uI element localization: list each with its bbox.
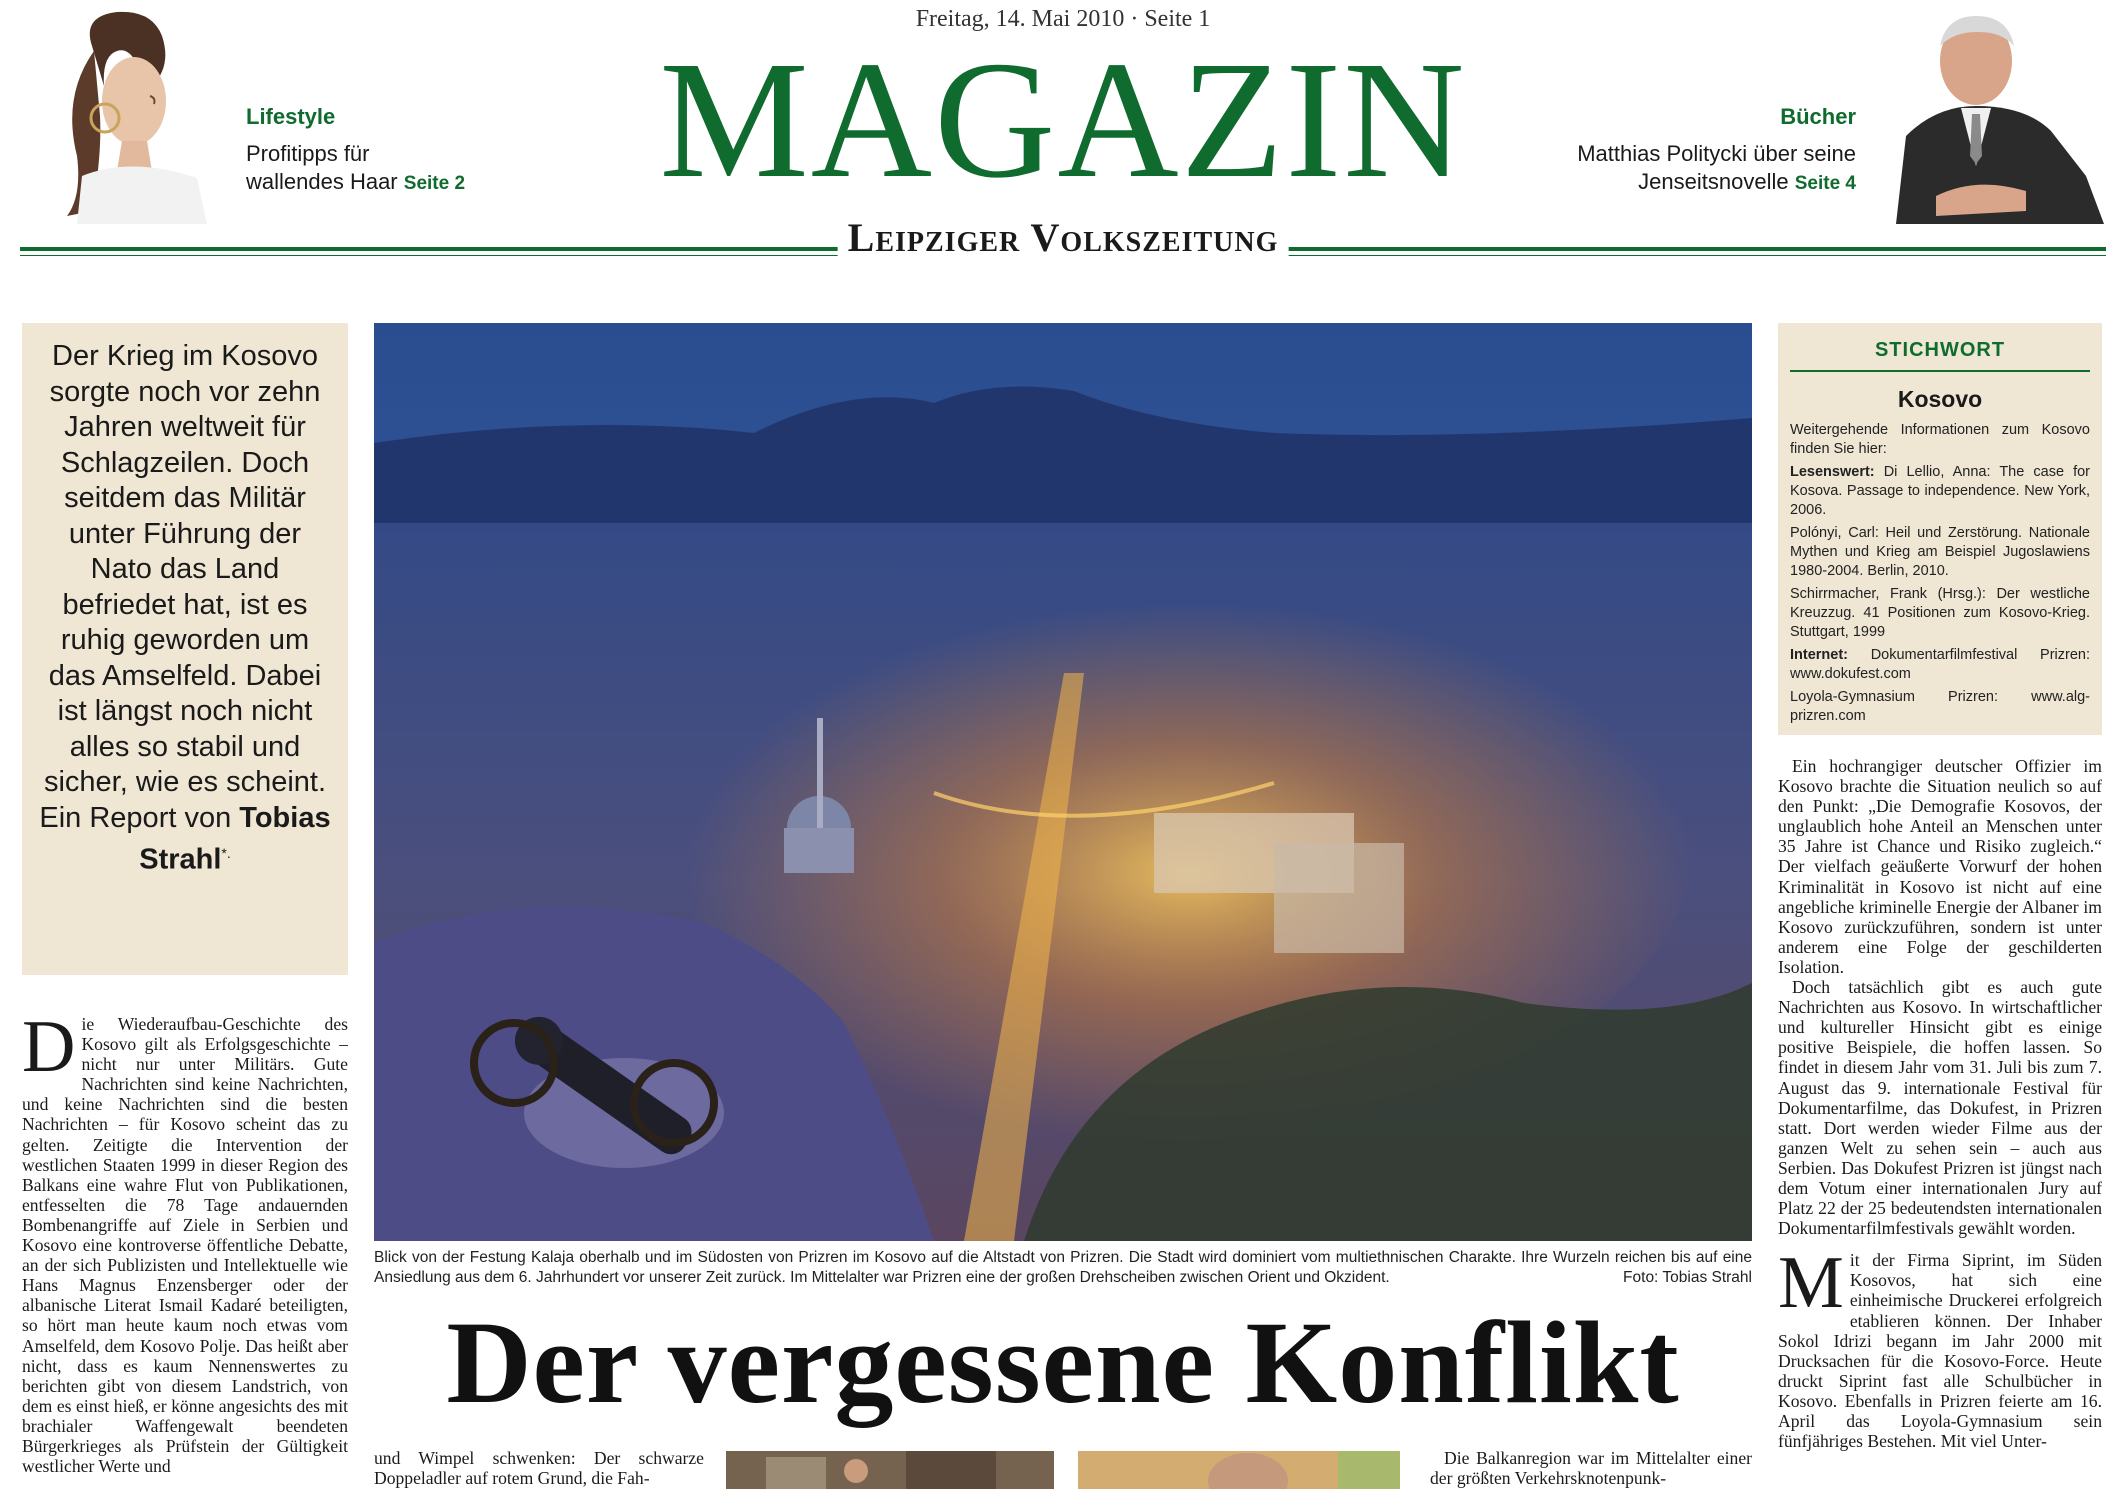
article-column-mid-2 [1430,1448,1752,1489]
teaser-lifestyle[interactable] [246,104,506,198]
article-paragraph: Die Balkanregion war im Mittelalter einer der größten Verkehrsknotenpunk- [1430,1448,1752,1489]
article-column-mid-1 [374,1448,704,1489]
stichwort-body [1790,421,2090,726]
stichwort-intro: Weitergehende Informationen zum Kosovo finden Sie hier: [1790,422,2090,457]
drop-cap: M [1778,1242,1844,1325]
article-paragraph-text: it der Firma Siprint, im Süden Kosovos, hat sich eine einheimische Druckerei erfolgreich etablieren können. Der Inhaber Sokol Idrizi begann im Jahr 2000 mit Drucksachen für die Kosovo-Force. Heute druckt Siprint fast alle Schulbücher in Kosovo. Ebenfalls in Prizren feierte am 16. April das Loyola-Gymnasium sein fünfjähriges Bestehen. Mit viel Unter- [1778,1250,2102,1452]
drop-cap: D [22,1014,76,1088]
teaser-page-ref: Seite 4 [1794,173,1856,194]
teaser-buecher[interactable] [1530,104,1856,198]
paper-name-rule [20,210,2106,260]
stichwort-label: Lesenswert: [1790,464,1875,480]
photo-caption [374,1248,1752,1288]
author-portrait-image[interactable] [1876,6,2106,224]
portrait-photo[interactable] [1078,1451,1400,1489]
dateline: Freitag, 14. Mai 2010 · Seite 1 [915,6,1211,32]
woman-portrait-image[interactable] [22,6,232,224]
market-photo[interactable] [726,1451,1054,1489]
intro-text: Der Krieg im Kosovo sorgte noch vor zehn Jahren weltweit für Schlagzeilen. Doch seitdem das Militär unter Führung der Nato das Land befriedet hat, ist es ruhig geworden um das Amselfeld. Dabei ist längst noch nicht alles so stabil und sicher, wie es scheint. Ein Report von [39,340,327,834]
paper-name: Leipziger Volkszeitung [838,214,1289,261]
stichwort-link[interactable]: Dokumentarfilmfestival Prizren: www.dokufest.com [1790,647,2090,682]
article-paragraph: Ein hochrangiger deutscher Offizier im Kosovo brachte die Situation neulich so auf den Punkt: „Die Demografie Kosovos, der unglaublich hohe Anteil an Menschen unter 35 Jahre ist Chance und Risiko zugleich.“ Der vielfach geäußerte Vorwurf der hohen Kriminalität in Kosovo ist nicht auf eine angebliche kriminelle Energie der Albaner im Kosovo zurückzuführen, sondern ist unter anderem eine Folge der geschilderten Isolation. [1778,756,2102,977]
prizren-night-photo[interactable] [374,323,1752,1241]
article-paragraph-text: ie Wiederaufbau-Geschichte des Kosovo gilt als Erfolgsgeschichte – nicht nur unter Militärs. Gute Nachrichten sind keine Nachrichten, und keine Nachrichten sind die besten Nachrichten – für Kosovo scheint das zu gelten. Zeitigte die Intervention der westlichen Staaten 1999 in dieser Region des Balkans eine wahre Flut von Publikationen, entfesselten die 78 Tage andauernden Bombenangriffe auf Ziele in Serbien und Kosovo eine kontroverse öffentliche Debatte, an der sich Publizisten und Intellektuelle wie Hans Magnus Enzensberger oder der albanische Literat Ismail Kadaré beteiligten, so hört man heute kaum noch etwas vom Amselfeld, dem Kosovo Polje. Das heißt aber nicht, dass es kaum Nennenswertes zu berichten gibt von diesem Landstrich, von dem es einst hieß, er könne angesichts des mit brachialer Waffengewalt beendeten Bürgerkrieges als Prüfstein der Gültigkeit westlicher Werte und [22,1014,348,1477]
intro-author: Tobias Strahl [139,801,331,876]
teaser-category: Bücher [1780,104,1856,129]
teaser-line [246,168,506,198]
teaser-line: Matthias Politycki über seine [1577,141,1856,166]
photo-credit: Foto: Tobias Strahl [1623,1269,1752,1286]
article-column-right [1778,756,2102,1489]
teaser-line-text: Jenseitsnovelle [1638,169,1789,194]
article-paragraph: und Wimpel schwenken: Der schwarze Doppeladler auf rotem Grund, die Fah- [374,1448,704,1489]
stichwort-link[interactable]: Loyola-Gymnasium Prizren: www.alg-prizren.com [1790,689,2090,724]
stichwort-entry[interactable] [1790,646,2090,684]
article-column-left [22,1014,348,1489]
article-paragraph: Doch tatsächlich gibt es auch gute Nachrichten aus Kosovo. In wirtschaftlicher und kultureller Hinsicht gibt es einige positive Beispiele, die hoffen lassen. So findet in diesem Jahr vom 31. Juli bis zum 7. August das 9. internationale Festival für Dokumentarfilme, das Dokufest, in Prizren statt. Dort werden wieder Filme aus der ganzen Welt zu sehen sein – auch aus Serbien. Das Dokufest Prizren ist jüngst nach dem Votum einer internationalen Jury auf Platz 22 der 25 bedeutendsten internationalen Dokumentarfilmfestivals gewählt worden. [1778,977,2102,1239]
intro-author-mark: *. [221,845,231,861]
teaser-page-ref: Seite 2 [403,173,466,194]
intro-box [22,323,348,975]
stichwort-entry-text: Di Lellio, Anna: The case for Kosova. Passage to independence. New York, 2006. [1790,464,2090,518]
stichwort-box [1778,323,2102,735]
teaser-line [1530,168,1856,198]
stichwort-title: Kosovo [1897,386,1983,412]
teaser-category: Lifestyle [246,104,336,129]
stichwort-heading: STICHWORT [1790,339,2090,372]
main-headline: Der vergessene Konflikt [446,1297,1680,1428]
teaser-line-text: wallendes Haar [246,169,398,194]
masthead: MAGAZIN [659,27,1467,213]
article-paragraph [22,1014,348,1476]
stichwort-entry: Polónyi, Carl: Heil und Zerstörung. Nationale Mythen und Krieg am Beispiel Jugoslawiens 1980-2004. Berlin, 2010. [1790,525,2090,579]
article-paragraph [1778,1242,2102,1452]
teaser-line: Profitipps für [246,141,370,166]
caption-text: Blick von der Festung Kalaja oberhalb und im Südosten von Prizren im Kosovo auf die Altstadt von Prizren. Die Stadt wird dominiert vom multiethnischen Charakte. Ihre Wurzeln reichen bis auf eine Ansiedlung aus dem 6. Jahrhundert vor unserer Zeit zurück. Im Mittelalter war Prizren eine der großen Drehscheiben zwischen Orient und Okzident. [374,1249,1752,1286]
stichwort-entry: Schirrmacher, Frank (Hrsg.): Der westliche Kreuzzug. 41 Positionen zum Kosovo-Krieg. Stuttgart, 1999 [1790,586,2090,640]
stichwort-label: Internet: [1790,647,1848,663]
stichwort-entry [1790,463,2090,520]
